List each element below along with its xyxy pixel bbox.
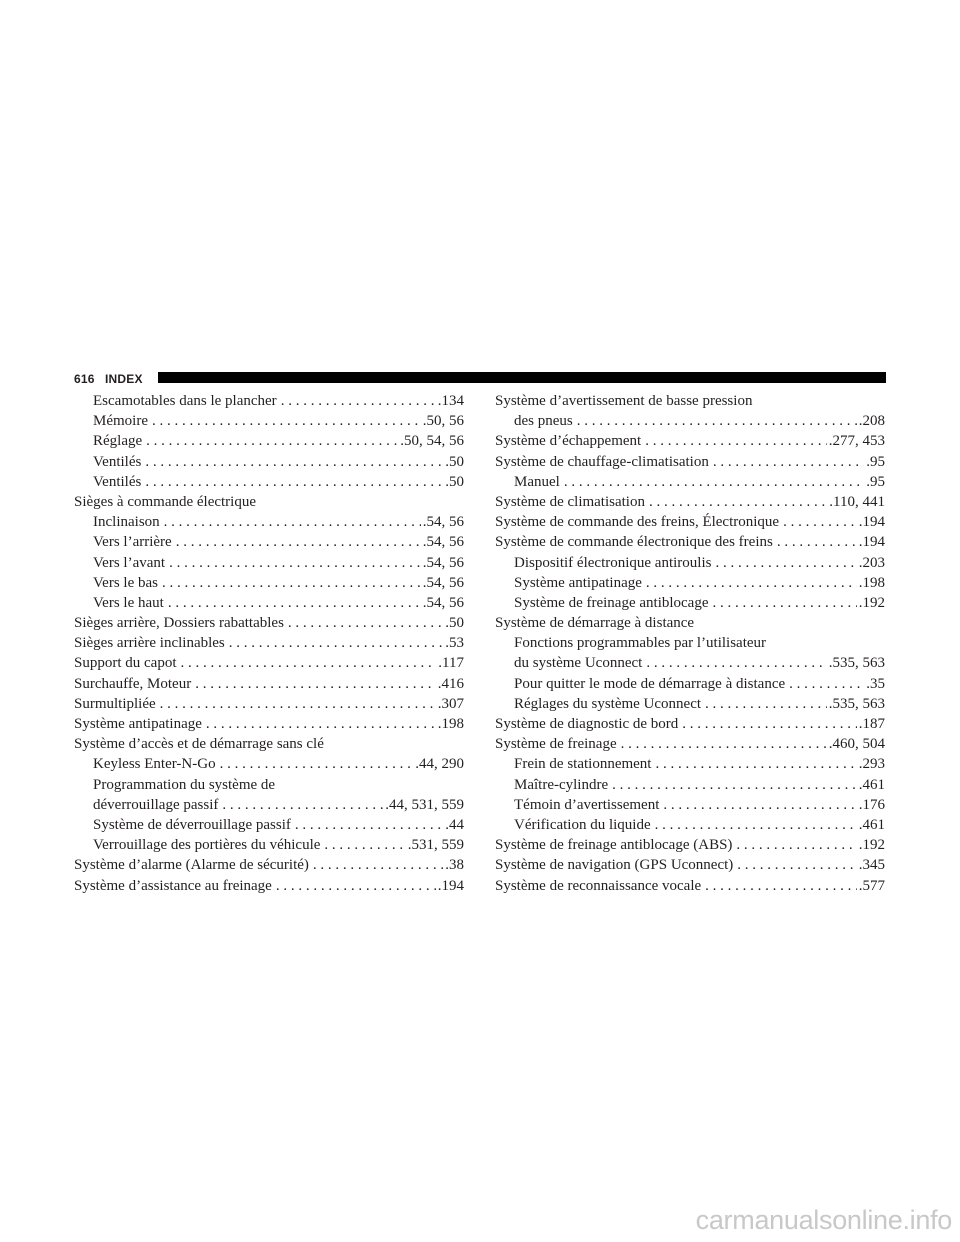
dot-leader: [709, 452, 864, 472]
index-term: Surmultipliée: [74, 695, 156, 712]
index-page-refs: .35: [866, 675, 885, 692]
section-title: INDEX: [105, 372, 143, 386]
index-page-refs: .461: [858, 816, 885, 833]
index-page-refs: .110, 441: [829, 493, 885, 510]
index-page-refs: .535, 563: [828, 695, 885, 712]
dot-leader: [711, 553, 856, 573]
index-page-refs: .44, 290: [415, 756, 464, 773]
index-entry: [74, 815, 464, 835]
dot-leader: [191, 674, 436, 694]
index-entry: [74, 431, 464, 451]
dot-leader: [141, 472, 443, 492]
index-term: Système antipatinage: [514, 574, 642, 591]
index-page-refs: .50, 54, 56: [400, 433, 464, 450]
index-term: Vers le bas: [93, 574, 158, 591]
index-entry: [74, 532, 464, 552]
index-term: Inclinaison: [93, 514, 160, 531]
index-entry: [74, 573, 464, 593]
dot-leader: [202, 714, 436, 734]
dot-leader: [218, 795, 383, 815]
index-page-refs: .461: [858, 776, 885, 793]
index-term: Surchauffe, Moteur: [74, 675, 192, 692]
dot-leader: [733, 855, 856, 875]
index-entry: [74, 472, 464, 492]
index-page-refs: .50, 56: [422, 413, 464, 430]
index-term: Système de freinage antiblocage (ABS): [495, 837, 733, 854]
index-entry: [495, 512, 885, 532]
index-term: Système d’assistance au freinage: [74, 877, 272, 894]
index-page-refs: .54, 56: [422, 594, 464, 611]
index-entry: [74, 835, 464, 855]
index-page-refs: .54, 56: [422, 554, 464, 571]
index-page-refs: .54, 56: [422, 514, 464, 531]
dot-leader: [284, 613, 443, 633]
dot-leader: [773, 532, 857, 552]
index-page-refs: .44, 531, 559: [385, 796, 464, 813]
index-page-refs: .50: [445, 473, 464, 490]
dot-leader: [641, 431, 827, 451]
index-entry: [495, 613, 885, 633]
index-term: Mémoire: [93, 413, 148, 430]
index-entry: [495, 694, 885, 714]
dot-leader: [642, 573, 857, 593]
index-page-refs: .50: [445, 453, 464, 470]
dot-leader: [156, 694, 436, 714]
dot-leader: [320, 835, 405, 855]
index-term: Réglages du système Uconnect: [514, 695, 702, 712]
dot-leader: [165, 553, 421, 573]
index-entry: [495, 431, 885, 451]
index-term: Frein de stationnement: [514, 756, 652, 773]
index-entry: [74, 795, 464, 815]
index-page-refs: .194: [858, 514, 885, 531]
index-term: Système de diagnostic de bord: [495, 716, 679, 732]
dot-leader: [732, 835, 856, 855]
index-page-refs: .95: [866, 453, 885, 470]
index-entry: [495, 532, 885, 552]
dot-leader: [225, 633, 443, 653]
index-entry: [495, 653, 885, 673]
dot-leader: [164, 593, 421, 613]
index-page-refs: .535, 563: [828, 655, 885, 672]
index-page-refs: .54, 56: [422, 574, 464, 591]
index-page-refs: .117: [438, 655, 464, 672]
index-term: Sièges arrière, Dossiers rabattables: [74, 615, 284, 632]
dot-leader: [608, 775, 857, 795]
index-page-refs: .460, 504: [828, 736, 885, 753]
index-term: des pneus: [514, 413, 573, 430]
index-page-refs: .95: [866, 473, 885, 490]
header-rule-bar: [158, 372, 886, 383]
index-page-refs: .307: [437, 695, 464, 712]
index-term: Système de climatisation: [495, 493, 645, 510]
index-page-refs: .134: [437, 393, 464, 409]
index-entry: [74, 391, 464, 411]
index-entry: [495, 876, 885, 896]
index-page-refs: .577: [858, 877, 885, 894]
index-term: Système d’accès et de démarrage sans clé: [74, 736, 324, 753]
dot-leader: [141, 452, 443, 472]
index-term: Système de chauffage-climatisation: [495, 453, 709, 470]
index-page-refs: .277, 453: [828, 433, 885, 450]
index-term: Pour quitter le mode de démarrage à distance: [514, 675, 786, 692]
index-page-refs: .50: [445, 615, 464, 632]
index-entry: [74, 876, 464, 896]
index-page-refs: .192: [858, 594, 885, 611]
index-entry: [495, 754, 885, 774]
dot-leader: [158, 573, 421, 593]
dot-leader: [148, 411, 421, 431]
index-entry: [74, 593, 464, 613]
dot-leader: [216, 754, 414, 774]
index-entry: [74, 674, 464, 694]
page-header: [74, 371, 886, 387]
index-term: Dispositif électronique antiroulis: [514, 554, 712, 571]
index-term: Ventilés: [93, 473, 142, 490]
index-entry: [495, 573, 885, 593]
dot-leader: [709, 593, 857, 613]
index-entry: [495, 775, 885, 795]
index-term: Système de freinage: [495, 736, 617, 753]
index-page-refs: .198: [437, 716, 464, 732]
index-entry: [495, 472, 885, 492]
index-term: Sièges à commande électrique: [74, 493, 257, 510]
index-page-refs: .208: [858, 413, 885, 430]
index-column-left: [74, 391, 464, 896]
index-entry: [74, 714, 464, 734]
dot-leader: [785, 674, 864, 694]
index-page-refs: .176: [858, 796, 885, 813]
dot-leader: [277, 391, 436, 411]
index-term: Vers le haut: [93, 594, 164, 611]
index-term: Système de navigation (GPS Uconnect): [495, 857, 734, 874]
index-entry: [74, 855, 464, 875]
index-entry: [74, 694, 464, 714]
index-entry: [495, 452, 885, 472]
index-term: Sièges arrière inclinables: [74, 635, 225, 652]
index-page-refs: .416: [437, 675, 464, 692]
index-term: Verrouillage des portières du véhicule: [93, 837, 321, 854]
index-entry: [495, 492, 885, 512]
index-term: Système de freinage antiblocage: [514, 594, 709, 611]
index-entry: [74, 452, 464, 472]
dot-leader: [659, 795, 856, 815]
index-entry: [495, 835, 885, 855]
dot-leader: [701, 694, 827, 714]
index-term: Escamotables dans le plancher: [93, 393, 277, 409]
index-page-refs: .194: [858, 534, 885, 551]
dot-leader: [142, 431, 398, 451]
dot-leader: [177, 653, 437, 673]
index-entry: [495, 633, 885, 653]
dot-leader: [642, 653, 826, 673]
index-page-refs: .44: [445, 816, 464, 833]
index-entry: [74, 653, 464, 673]
dot-leader: [560, 472, 864, 492]
index-column-right: [495, 391, 885, 896]
index-term: Programmation du système de: [93, 776, 276, 793]
index-page-refs: .198: [858, 574, 885, 591]
dot-leader: [272, 876, 436, 896]
dot-leader: [617, 734, 827, 754]
index-term: déverrouillage passif: [93, 796, 219, 813]
index-term: Système de commande des freins, Électronique: [495, 514, 780, 531]
index-term: Fonctions programmables par l’utilisateur: [514, 635, 767, 652]
index-term: Système d’alarme (Alarme de sécurité): [74, 857, 309, 874]
index-term: du système Uconnect: [514, 655, 643, 672]
dot-leader: [172, 532, 421, 552]
index-page-refs: .345: [858, 857, 885, 874]
index-page-refs: .38: [445, 857, 464, 874]
dot-leader: [309, 855, 443, 875]
index-entry: [74, 775, 464, 795]
index-term: Keyless Enter-N-Go: [93, 756, 216, 773]
dot-leader: [291, 815, 443, 835]
dot-leader: [573, 411, 857, 431]
dot-leader: [651, 815, 857, 835]
index-entry: [495, 734, 885, 754]
index-term: Maître-cylindre: [514, 776, 609, 793]
index-term: Vers l’arrière: [93, 534, 172, 551]
dot-leader: [701, 876, 857, 896]
page-number: 616: [74, 372, 95, 386]
dot-leader: [651, 754, 856, 774]
index-page-refs: .531, 559: [407, 837, 464, 854]
index-entry: [495, 795, 885, 815]
index-term: Système de déverrouillage passif: [93, 816, 291, 833]
index-entry: [74, 492, 464, 512]
index-term: Témoin d’avertissement: [514, 796, 660, 813]
index-entry: [495, 855, 885, 875]
index-entry: [74, 613, 464, 633]
index-term: Réglage: [93, 433, 143, 450]
index-page-refs: .54, 56: [422, 534, 464, 551]
index-term: Système antipatinage: [74, 716, 202, 732]
index-entry: [74, 553, 464, 573]
index-entry: [74, 512, 464, 532]
index-entry: [495, 815, 885, 835]
index-entry: [495, 553, 885, 573]
dot-leader: [160, 512, 421, 532]
index-entry: [495, 714, 885, 734]
index-page-refs: .293: [858, 756, 885, 773]
index-entry: [74, 734, 464, 754]
index-term: Système d’avertissement de basse pression: [495, 393, 753, 409]
index-entry: [495, 674, 885, 694]
index-page-refs: .194: [437, 877, 464, 894]
index-page-refs: .53: [445, 635, 464, 652]
index-entry: [495, 411, 885, 431]
index-page-refs: .203: [858, 554, 885, 571]
dot-leader: [678, 714, 856, 734]
index-entry: [495, 391, 885, 411]
index-term: Système d’échappement: [495, 433, 642, 450]
index-page-refs: .187: [858, 716, 885, 732]
index-entry: [74, 754, 464, 774]
index-entry: [74, 633, 464, 653]
index-term: Système de reconnaissance vocale: [495, 877, 702, 894]
index-term: Ventilés: [93, 453, 142, 470]
index-term: Support du capot: [74, 655, 177, 672]
dot-leader: [645, 492, 827, 512]
index-term: Vérification du liquide: [514, 816, 651, 833]
index-entry: [74, 411, 464, 431]
index-term: Manuel: [514, 473, 560, 490]
index-term: Système de démarrage à distance: [495, 615, 695, 632]
dot-leader: [779, 512, 857, 532]
index-term: Vers l’avant: [93, 554, 166, 571]
watermark-text: carmanualsonline.info: [695, 1205, 952, 1235]
index-term: Système de commande électronique des freins: [495, 534, 773, 551]
index-page-refs: .192: [858, 837, 885, 854]
index-entry: [495, 593, 885, 613]
